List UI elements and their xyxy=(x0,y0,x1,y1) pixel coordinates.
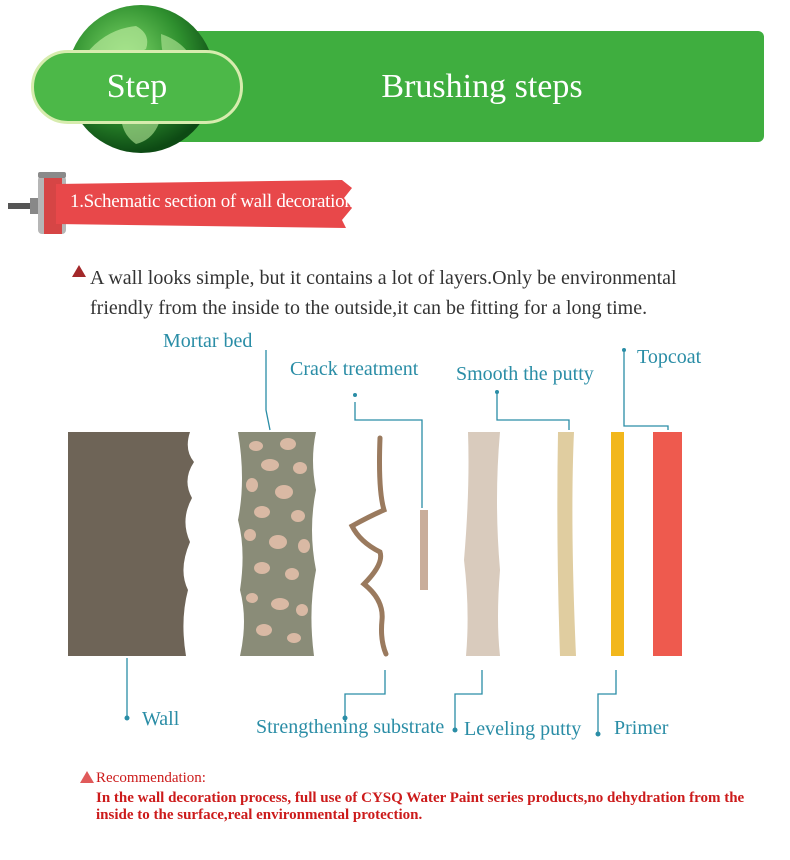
intro-text: A wall looks simple, but it contains a lot of layers.Only be environmental friendly from the inside to the outside,it can be fitting for a long time. xyxy=(90,267,677,319)
label-topcoat: Topcoat xyxy=(637,346,702,368)
topcoat-layer xyxy=(653,432,682,656)
leveling-putty-layer xyxy=(464,432,500,656)
label-strengthening-substrate: Strengthening substrate xyxy=(256,716,445,738)
primer-layer xyxy=(611,432,624,656)
recommendation-body: In the wall decoration process, full use of CYSQ Water Paint series products,no dehydration from the inside to the surface,real environmental protection. xyxy=(96,790,745,823)
section-label: 1.Schematic section of wall decoration xyxy=(70,191,354,212)
crack-treatment-layer xyxy=(352,438,386,654)
page-title: Brushing steps xyxy=(381,67,583,105)
label-crack-treatment: Crack treatment xyxy=(290,358,419,380)
label-primer: Primer xyxy=(614,717,669,739)
wall-layer xyxy=(68,432,194,656)
smooth-putty-layer xyxy=(557,432,576,656)
label-leveling-putty: Leveling putty xyxy=(464,718,582,740)
triangle-bullet-icon xyxy=(72,265,86,277)
recommendation-title: Recommendation: xyxy=(96,770,206,786)
label-mortar-bed: Mortar bed xyxy=(163,330,253,352)
label-smooth-putty: Smooth the putty xyxy=(456,363,594,385)
wall-layers-diagram xyxy=(0,320,790,760)
label-wall: Wall xyxy=(142,708,180,730)
strengthening-substrate-layer xyxy=(420,510,428,590)
step-badge: Step xyxy=(31,50,243,124)
triangle-bullet-icon xyxy=(80,771,94,783)
